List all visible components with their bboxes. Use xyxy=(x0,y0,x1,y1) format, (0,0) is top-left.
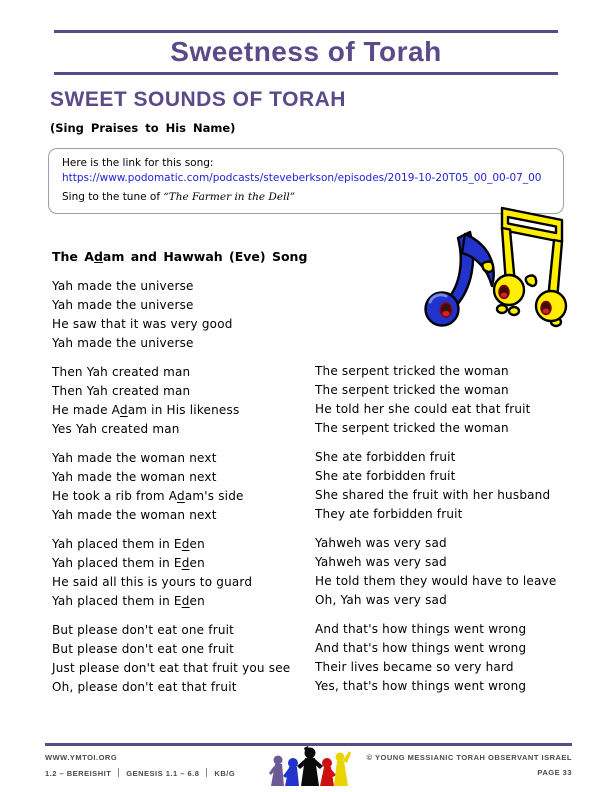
footer-website: WWW.YMTOI.ORG xyxy=(45,753,118,762)
podcast-link[interactable]: https://www.podomatic.com/podcasts/steveberkson/episodes/2019-10-20T05_00_00-07_00 xyxy=(62,172,542,184)
lyric-line: Oh, please don't eat that fruit xyxy=(52,680,237,694)
footer-page-number: PAGE 33 xyxy=(537,768,572,777)
lyric-line: They ate forbidden fruit xyxy=(315,507,463,521)
lyric-line: Yah made the woman next xyxy=(52,470,217,484)
page-title: Sweetness of Torah xyxy=(170,36,442,67)
lyric-line: Oh, Yah was very sad xyxy=(315,593,447,607)
lyric-line: He said all this is yours to guard xyxy=(52,575,253,589)
lyric-line: The serpent tricked the woman xyxy=(315,421,509,435)
lyrics-left-column xyxy=(52,277,315,707)
lyric-line: Yes, that's how things went wrong xyxy=(315,679,527,693)
footer-reference xyxy=(45,768,235,779)
verse xyxy=(315,362,612,438)
lyric-line: She ate forbidden fruit xyxy=(315,469,456,483)
link-intro-text: Here is the link for this song: xyxy=(62,157,214,169)
lyric-line: Yahweh was very sad xyxy=(315,536,447,550)
lyric-line: Yah made the universe xyxy=(52,279,194,293)
lyric-line: And that's how things went wrong xyxy=(315,641,527,655)
footer-right xyxy=(367,753,572,779)
lyric-line: Yahweh was very sad xyxy=(315,555,447,569)
page-header xyxy=(54,30,558,75)
lyric-line: Just please don't eat that fruit you see xyxy=(52,661,291,675)
verse xyxy=(52,277,315,353)
footer-left xyxy=(45,753,235,779)
lyric-line: Then Yah created man xyxy=(52,365,191,379)
tune-prefix: Sing to the tune of xyxy=(62,191,164,203)
lyric-line: Yes Yah created man xyxy=(52,422,180,436)
lyric-line: He made Adam in His likeness xyxy=(52,403,240,417)
section-subtitle: (Sing Praises to His Name) xyxy=(50,121,236,135)
dancing-children-logo-icon xyxy=(267,746,351,792)
footer-parsha: 1.2 – BEREISHIT xyxy=(45,769,112,778)
lyric-line: Yah made the woman next xyxy=(52,451,217,465)
verse xyxy=(315,448,612,524)
verse xyxy=(52,621,315,697)
footer-separator xyxy=(118,768,119,777)
lyrics-columns xyxy=(52,277,612,707)
lyric-line: Yah made the woman next xyxy=(52,508,217,522)
verse xyxy=(52,535,315,611)
lyric-line: Yah made the universe xyxy=(52,298,194,312)
footer-separator xyxy=(206,768,207,777)
footer-code: KB/G xyxy=(214,769,236,778)
lyric-line: But please don't eat one fruit xyxy=(52,623,235,637)
lyric-line: She shared the fruit with her husband xyxy=(315,488,551,502)
lyric-line: Yah placed them in Eden xyxy=(52,556,205,570)
verse xyxy=(315,620,612,696)
lyric-line: He told her she could eat that fruit xyxy=(315,402,531,416)
lyric-line: He took a rib from Adam's side xyxy=(52,489,244,503)
page-footer xyxy=(45,743,572,779)
footer-scripture: GENESIS 1.1 – 6.8 xyxy=(126,769,200,778)
lyric-line: Their lives became so very hard xyxy=(315,660,514,674)
lyric-line: He told them they would have to leave xyxy=(315,574,557,588)
song-title: The Adam and Hawwah (Eve) Song xyxy=(52,249,308,264)
footer-copyright: © YOUNG MESSIANIC TORAH OBSERVANT ISRAEL xyxy=(366,753,572,762)
verse xyxy=(52,449,315,525)
tune-title: “The Farmer in the Dell” xyxy=(163,191,296,203)
verse xyxy=(315,534,612,610)
lyric-line: Yah made the universe xyxy=(52,336,194,350)
lyric-line: The serpent tricked the woman xyxy=(315,364,509,378)
section-title: SWEET SOUNDS OF TORAH xyxy=(50,88,346,111)
singing-music-notes-icon xyxy=(410,196,578,338)
lyric-line: Then Yah created man xyxy=(52,384,191,398)
lyric-line: And that's how things went wrong xyxy=(315,622,527,636)
lyric-line: Yah placed them in Eden xyxy=(52,594,205,608)
lyric-line: But please don't eat one fruit xyxy=(52,642,235,656)
lyric-line: She ate forbidden fruit xyxy=(315,450,456,464)
lyric-line: He saw that it was very good xyxy=(52,317,233,331)
lyric-line: Yah placed them in Eden xyxy=(52,537,205,551)
lyric-line: The serpent tricked the woman xyxy=(315,383,509,397)
lyrics-right-column xyxy=(315,362,612,707)
verse xyxy=(52,363,315,439)
